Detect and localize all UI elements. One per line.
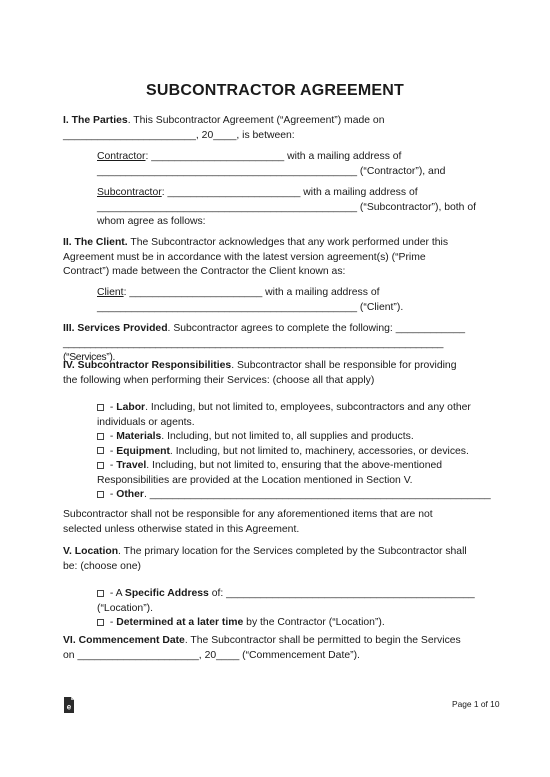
- section-services: III. Services Provided. Subcontractor agrees to complete the following: ____________ ______________________________________________________________________ (“Services”).: [63, 323, 466, 363]
- responsibilities-note: Subcontractor shall not be responsible for any aforementioned items that are not selected unless otherwise stated in this Agreement.: [63, 509, 433, 535]
- subcontractor-label: Subcontractor: [97, 187, 162, 198]
- section-heading: IV. Subcontractor Responsibilities: [63, 360, 232, 371]
- option-labor: - Labor. Including, but not limited to, employees, subcontractors and any other individuals or agents.: [97, 402, 471, 428]
- specific-address-checkbox[interactable]: [97, 590, 104, 597]
- document-title: SUBCONTRACTOR AGREEMENT: [146, 82, 404, 99]
- other-checkbox[interactable]: [97, 491, 104, 498]
- section-responsibilities: IV. Subcontractor Responsibilities. Subcontractor shall be responsible for providing the following when performing their Services: (choose all that apply): [63, 360, 457, 386]
- option-later: - Determined at a later time by the Contractor (“Location”).: [97, 616, 497, 631]
- contractor-block: Contractor: _______________________ with a mailing address of _____________________________________________ (“Contractor”), and: [97, 151, 446, 177]
- option-other: - Other. ___________________________________________________________: [97, 488, 497, 503]
- section-client: II. The Client. The Subcontractor acknowledges that any work performed under this Agreement must be in accordance with the latest version agreement(s) (“Prime Contract”) made between the Contractor the Client known as:: [63, 237, 449, 277]
- travel-checkbox[interactable]: [97, 462, 104, 469]
- section-heading: I. The Parties: [63, 115, 128, 126]
- section-heading: II. The Client.: [63, 237, 128, 248]
- location-options: [97, 587, 497, 631]
- later-checkbox[interactable]: [97, 619, 104, 626]
- contractor-label: Contractor: [97, 151, 146, 162]
- svg-text:e: e: [66, 702, 72, 712]
- section-location: V. Location. The primary location for the Services completed by the Subcontractor shall be: (choose one): [63, 546, 467, 572]
- client-label: Client: [97, 287, 124, 298]
- option-equipment: - Equipment. Including, but not limited to, machinery, accessories, or devices.: [97, 445, 497, 460]
- responsibility-options: [97, 401, 497, 503]
- section-heading: VI. Commencement Date: [63, 635, 185, 646]
- subcontractor-block: Subcontractor: _______________________ with a mailing address of _____________________________________________ (“Subcontractor”), both of whom agree as follows:: [97, 187, 477, 227]
- section-heading: III. Services Provided: [63, 323, 168, 334]
- page-number: Page 1 of 10: [452, 699, 500, 709]
- client-block: Client: _______________________ with a mailing address of _____________________________________________ (“Client”).: [97, 287, 404, 313]
- option-travel: - Travel. Including, but not limited to, ensuring that the above-mentioned Responsibilities are provided at the Location mentioned in Section V.: [97, 460, 443, 486]
- option-specific-address: - A Specific Address of: ___________________________________________ (“Location”).: [97, 588, 475, 614]
- section-parties: I. The Parties. This Subcontractor Agreement (“Agreement”) made on _______________________, 20____, is between:: [63, 115, 385, 141]
- section-heading: V. Location: [63, 546, 119, 557]
- section-commencement: VI. Commencement Date. The Subcontractor shall be permitted to begin the Services on _____________________, 20____ (“Commencement Date”).: [63, 635, 461, 661]
- equipment-checkbox[interactable]: [97, 447, 104, 454]
- materials-checkbox[interactable]: [97, 433, 104, 440]
- labor-checkbox[interactable]: [97, 404, 104, 411]
- option-materials: - Materials. Including, but not limited to, all supplies and products.: [97, 430, 497, 445]
- document-logo-icon: [63, 697, 75, 713]
